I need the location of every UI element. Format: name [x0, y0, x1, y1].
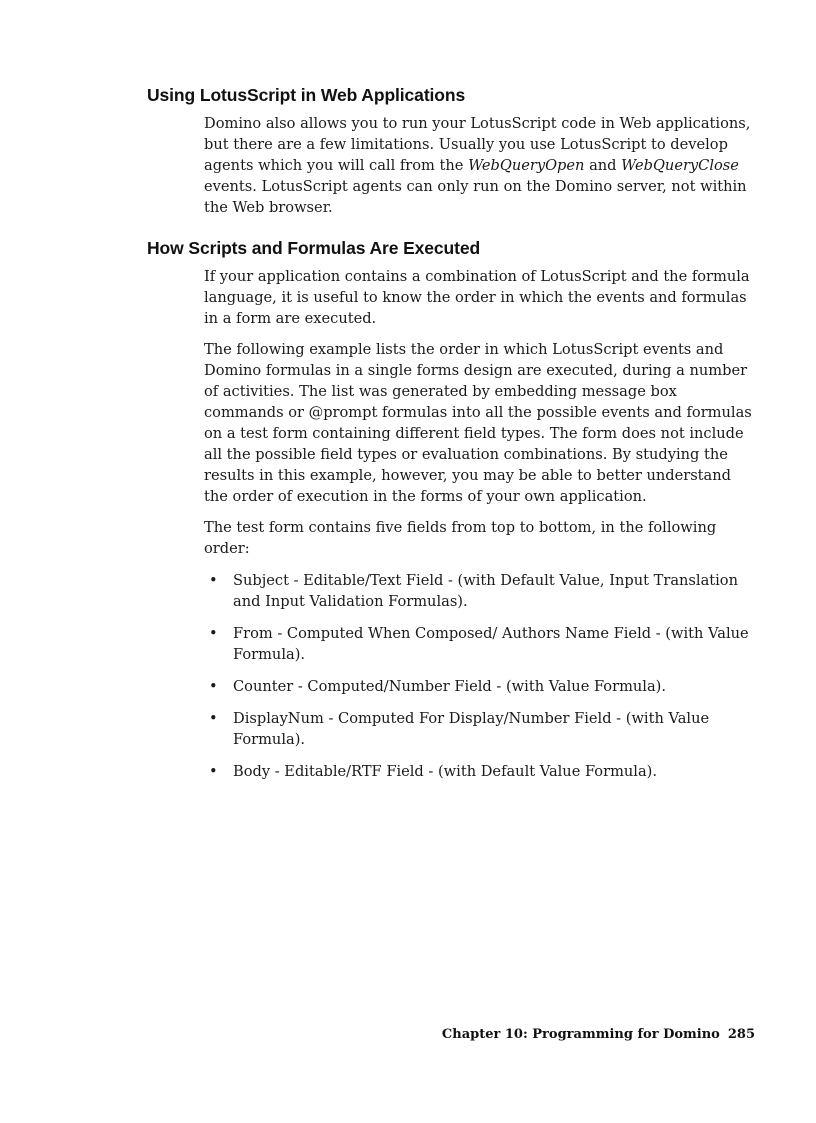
- list-item: [204, 570, 756, 612]
- bullet-icon: •: [209, 572, 218, 589]
- list-item-text: From - Computed When Composed/ Authors Name Field - (with Value Formula).: [233, 625, 749, 663]
- field-list: [204, 570, 756, 782]
- section-heading-lotusscript-web: Using LotusScript in Web Applications: [147, 85, 466, 105]
- bullet-icon: •: [209, 763, 218, 780]
- paragraph-text: and: [584, 157, 622, 174]
- list-item-text: Body - Editable/RTF Field - (with Default Value Formula).: [233, 763, 658, 780]
- bullet-icon: •: [209, 678, 218, 695]
- paragraph-intro: If your application contains a combination of LotusScript and the formula language, it is useful to know the order in which the events and formulas in a form are executed.: [204, 268, 750, 327]
- section-body-lotusscript-web: [204, 113, 756, 228]
- paragraph-fields-intro: The test form contains five fields from top to bottom, in the following order:: [204, 519, 717, 557]
- list-item: [204, 761, 756, 782]
- paragraph-example: The following example lists the order in which LotusScript events and Domino formulas in a single forms design are executed, during a number of activities. The list was generated by embedding message box commands or @prompt formulas into all the possible events and formulas on a test form containing different field types. The form does not include all the possible field types or evaluation combinations. By studying the results in this example, however, you may be able to better understand the order of execution in the forms of your own application.: [204, 341, 752, 505]
- list-item-text: Subject - Editable/Text Field - (with Default Value, Input Translation and Input Validation Formulas).: [233, 572, 738, 610]
- section-heading-scripts-formulas: How Scripts and Formulas Are Executed: [147, 238, 481, 258]
- paragraph-text: Domino also allows you to run your LotusScript code in Web applications, but there are a few limitations. Usually you use LotusScript to develop agents which you will call from the: [204, 115, 751, 174]
- emphasis-webqueryopen: WebQueryOpen: [468, 157, 585, 174]
- list-item: [204, 708, 756, 750]
- emphasis-webqueryclose: WebQueryClose: [621, 157, 739, 174]
- list-item: [204, 623, 756, 665]
- list-item-text: DisplayNum - Computed For Display/Number Field - (with Value Formula).: [233, 710, 710, 748]
- list-item: [204, 676, 756, 697]
- list-item-text: Counter - Computed/Number Field - (with Value Formula).: [233, 678, 667, 695]
- page-number: 285: [727, 1027, 755, 1042]
- paragraph-text: events. LotusScript agents can only run on the Domino server, not within the Web browser.: [204, 178, 747, 216]
- chapter-title: Chapter 10: Programming for Domino: [441, 1027, 720, 1042]
- section-body-scripts-formulas: [204, 266, 756, 793]
- page-footer: [442, 1026, 755, 1044]
- paragraph-lotusscript-web: [204, 113, 756, 218]
- bullet-icon: •: [209, 625, 218, 642]
- bullet-icon: •: [209, 710, 218, 727]
